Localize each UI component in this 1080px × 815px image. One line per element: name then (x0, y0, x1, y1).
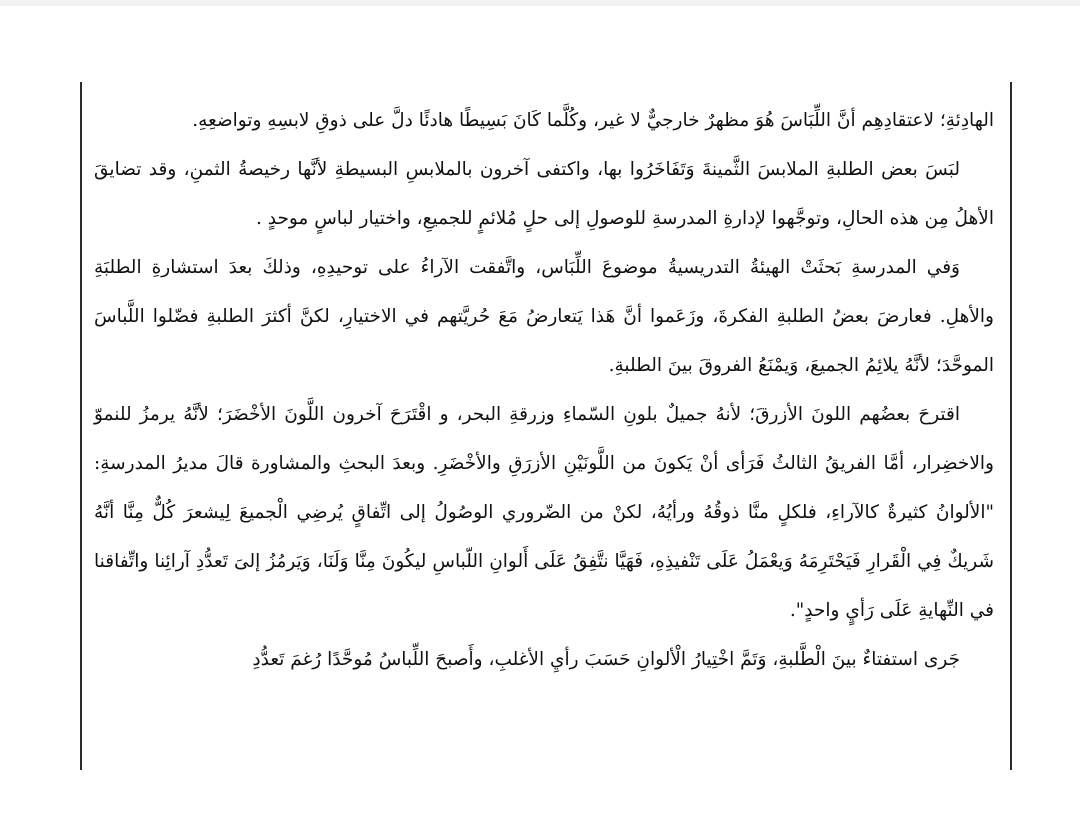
paragraph-5: جَرى استفتاءٌ بينَ الْطَّلبةِ، وَتَمَّ اخْتِيارُ الْألوانِ حَسَبَ رأيِ الأغلبِ، وأَصبحَ اللِّباسُ مُوحَّدًا رُغمَ تَعدُّدِ (252, 649, 960, 670)
paragraph-4: اقترحَ بعضُهم اللونَ الأزرقَ؛ لأنهُ جميلٌ بلونِ السّماءِ وزرقةِ البحر، و اقْتَرَحَ آخرون اللَّونَ الأخْضَرَ؛ لأنَّهُ يرمزُ للنموّ والاخضِرار، أمَّا الفريقُ الثالثُ فَرَأى أنْ يَكونَ من اللَّونَيْنِ الأزرَقِ والأخْضَرِ. وبعدَ البحثِ والمشاورة قالَ مديرُ المدرسةِ: "الألوانُ كثيرةٌ كالآراءِ، فلكلٍ منَّا ذوقُهُ ورأيُهُ، لكنْ من الضّروري الوصُولُ إلى اتِّفاقٍ يُرضِي الْجميعَ لِيشعرَ كُلٌّ مِنَّا أنَّهُ شَريكٌ فِي الْقَرارِ فَيَحْتَرِمَهُ وَيعْمَلُ عَلَى تَنْفيذِهِ، فَهَيَّا نتَّفِقُ عَلَى أَلوانِ اللّباسِ ليكُونَ مِنَّا وَلَنَا، وَيَرمُزُ إلىَ تَعدُّدِ آرائِنا واتِّفاقنا في النِّهايةِ عَلَى رَأيٍ واحدٍ". (94, 404, 994, 621)
top-edge-strip (0, 0, 1080, 6)
document-body (82, 82, 1010, 684)
document-page (80, 82, 1012, 770)
paragraph-2: لبَسَ بعض الطلبةِ الملابسَ الثَّمينةَ وَتَفَاخَرُوا بها، واكتفى آخرون بالملابسِ البسيطةِ لأنَّها رخيصةُ الثمنِ، وقد تضايقَ الأهلُ مِن هذه الحالِ، وتوجَّهوا لإدارةِ المدرسةِ للوصولِ إلى حلٍ مُلائمٍ للجميعِ، واختيار لباسٍ موحدٍ . (94, 159, 994, 229)
paragraph-1: الهادِئةِ؛ لاعتقادِهِم أنَّ اللِّبَاسَ هُوَ مظهرٌ خارجيٌّ لا غير، وكُلَّما كَانَ بَسِيطًا هادئًا دلَّ على ذوقِ لابسِهِ وتواضعِهِ. (192, 110, 994, 131)
paragraph-3: وَفي المدرسةِ بَحثَتْ الهيئةُ التدريسيةُ موضوعَ اللِّبَاس، واتَّفقت الآراءُ على توحيدِهِ، وذلكَ بعدَ استشارةِ الطلبَةِ والأهلِ. فعارضَ بعضُ الطلبةِ الفكرةَ، وزَعَموا أنَّ هَذا يَتعارضُ مَعَ حُريَّتهم في الاختيارِ، لكنَّ أكثرَ الطلبةِ فضّلوا اللَّباسَ الموحَّدَ؛ لأنَّهُ يلائِمُ الجميعَ، وَيمْنَعُ الفروقَ بينَ الطلبةِ. (94, 257, 994, 376)
